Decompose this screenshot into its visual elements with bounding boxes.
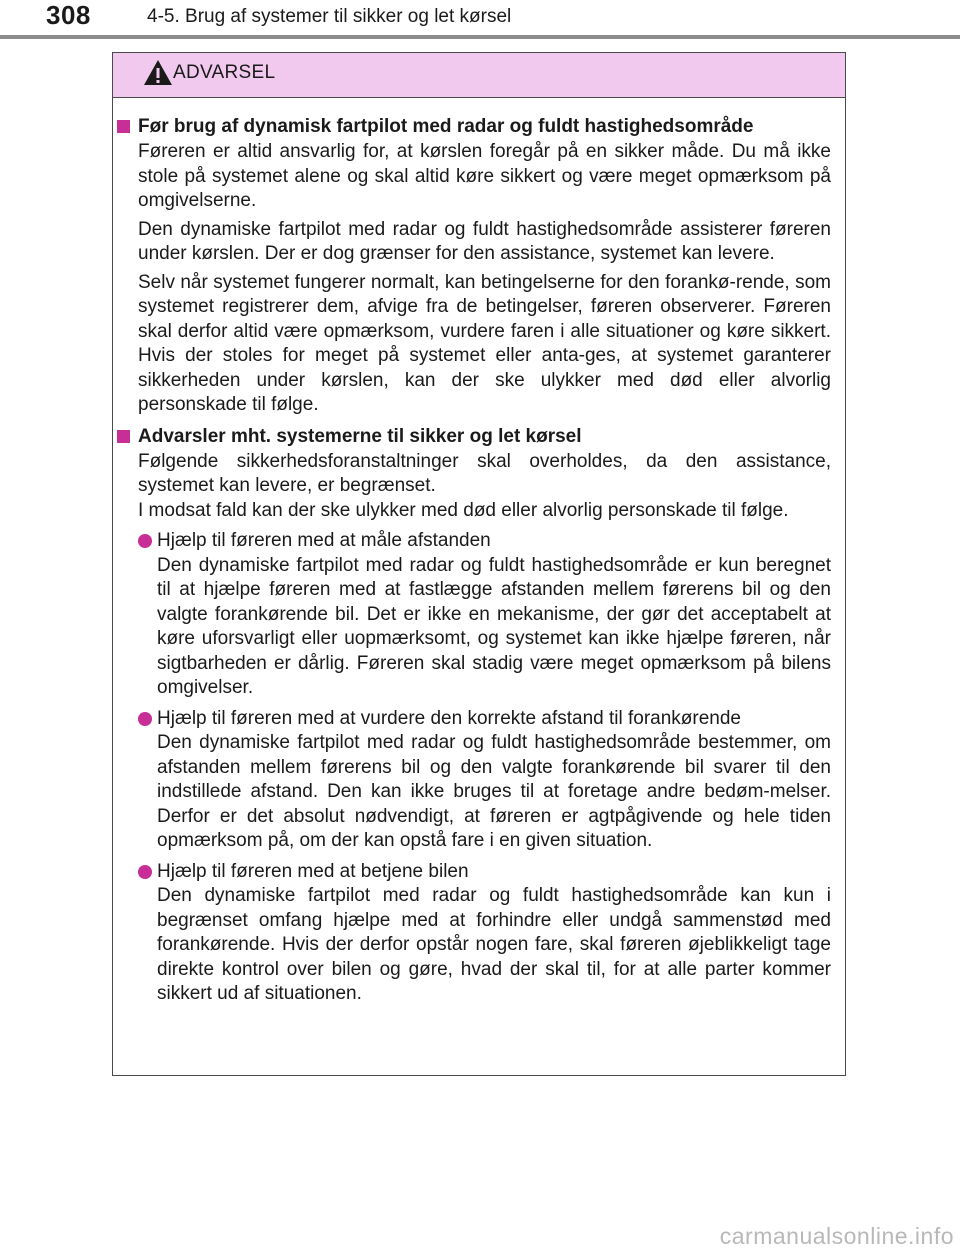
warning-header — [113, 53, 845, 98]
square-bullet-icon — [117, 120, 130, 133]
list-item — [157, 529, 831, 701]
paragraph: Føreren er altid ansvarlig for, at kørslen foregår på en sikker måde. Du må ikke stole på systemet alene og skal altid køre sikkert og være meget opmærksom på omgivelserne. — [138, 141, 831, 211]
list-item — [157, 860, 831, 1007]
bullet-text: Den dynamiske fartpilot med radar og fuldt hastighedsområde er kun beregnet til at hjælpe føreren med at fastlægge afstanden mellem førerens bil og den valgte forankørende bil. Det er ikke en mekanisme, der gør det acceptabelt at køre uforsvarligt eller uopmærksomt, og systemet kan ikke hjælpe føreren, når sigtbarheden er dårlig. Føreren skal stadig være meget opmærksom på bilens omgivelser. — [157, 554, 831, 698]
paragraph: Den dynamiske fartpilot med radar og fuldt hastighedsområde assisterer føreren under kørslen. Der er dog grænser for den assistance, systemet kan levere. — [138, 218, 831, 264]
circle-bullet-icon — [138, 534, 152, 548]
bullet-text: Den dynamiske fartpilot med radar og fuldt hastighedsområde kan kun i begrænset omfang hjælpe med at forhindre eller undgå sammenstød med forankørende. Hvis der derfor opstår nogen fare, skal føreren øjeblikkeligt tage direkte kontrol over bilen og gøre, hvad der skal til, for at alle parter kommer sikkert ud af situationen. — [157, 885, 831, 1004]
warning-box — [112, 52, 846, 1076]
section-title-text: Før brug af dynamisk fartpilot med radar og fuldt hastighedsområde — [138, 116, 754, 137]
paragraph: Følgende sikkerhedsforanstaltninger skal overholdes, da den assistance, systemet kan levere, er begrænset. — [138, 450, 831, 496]
paragraph: I modsat fald kan der ske ulykker med død eller alvorlig personskade til følge. — [138, 499, 789, 521]
warning-triangle-icon — [143, 59, 173, 86]
bullet-heading: Hjælp til føreren med at vurdere den korrekte afstand til forankørende — [157, 707, 741, 729]
list-item — [157, 707, 831, 854]
section-title — [113, 424, 831, 450]
bullet-heading: Hjælp til føreren med at måle afstanden — [157, 530, 491, 551]
bullet-text: Den dynamiske fartpilot med radar og fuldt hastighedsområde bestemmer, om afstanden mellem førerens bil og den valgte forankørende bil svarer til den indstillede afstand. Den kan ikke bruges til at foretage andre bedøm-melser. Derfor er det absolut nødvendigt, at føreren er agtpågivende og hele tiden opmærksom på, om der kan opstå fare i en given situation. — [157, 732, 831, 851]
warning-label: ADVARSEL — [173, 62, 276, 83]
bullet-heading: Hjælp til føreren med at betjene bilen — [157, 860, 469, 882]
circle-bullet-icon — [138, 712, 152, 726]
section-title — [113, 114, 831, 140]
chapter-title: 4-5. Brug af systemer til sikker og let kørsel — [147, 6, 512, 27]
paragraph: Selv når systemet fungerer normalt, kan betingelserne for den forankø-rende, som systemet registrerer dem, afvige fra de betingelser, føreren observerer. Føreren skal derfor altid være opmærksom, vurdere faren i alle situationer og køre sikkert. Hvis der stoles for meget på systemet eller anta-ges, at systemet garanterer sikkerheden under kørslen, kan der ske ulykker med død eller alvorlig personskade til følge. — [138, 271, 831, 415]
section-safety-warnings — [113, 424, 831, 1007]
header-divider — [0, 35, 960, 39]
circle-bullet-icon — [138, 865, 152, 879]
watermark: carmanualsonline.info — [719, 1223, 954, 1249]
page-number: 308 — [46, 0, 91, 30]
section-radar-cruise — [113, 114, 831, 418]
warning-body — [113, 98, 845, 1007]
section-title-text: Advarsler mht. systemerne til sikker og let kørsel — [138, 425, 582, 447]
square-bullet-icon — [117, 430, 130, 443]
page-header — [0, 0, 960, 40]
